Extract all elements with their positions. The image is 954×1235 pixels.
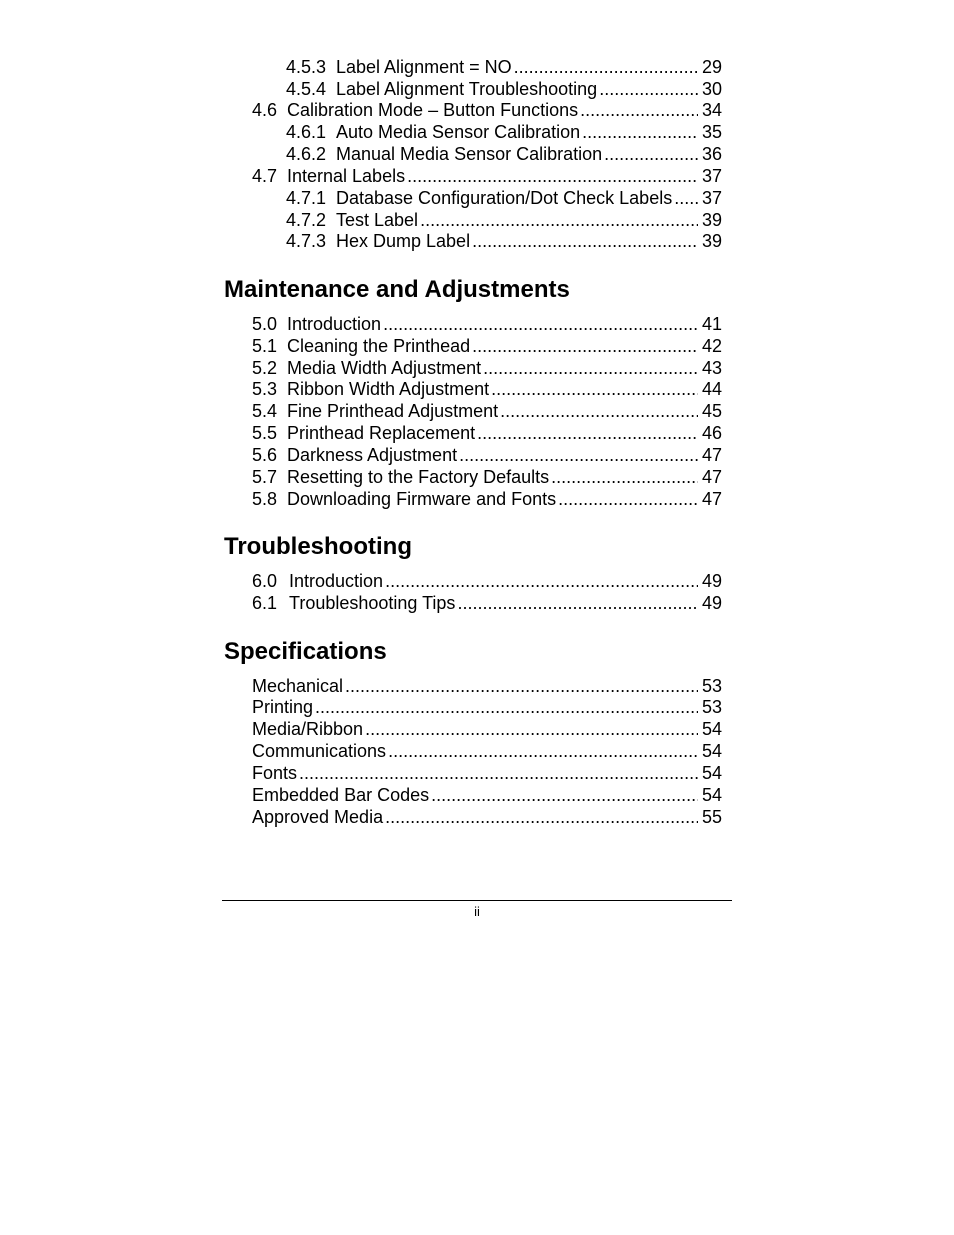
toc-entry-page: 37 <box>701 188 722 208</box>
toc-entry-page: 44 <box>701 379 722 399</box>
toc-entry-title: Hex Dump Label <box>336 231 471 251</box>
toc-entry-number: 5.7 <box>252 467 278 487</box>
dot-leader <box>315 696 698 718</box>
dot-leader <box>483 357 698 379</box>
dot-leader <box>582 121 698 143</box>
toc-entry-number: 4.6 <box>252 100 278 120</box>
toc-entry-number: 5.5 <box>252 423 278 443</box>
toc-entry[interactable] <box>286 78 722 100</box>
toc-entry-number: 4.6.2 <box>286 144 327 164</box>
toc-entry[interactable] <box>252 99 722 121</box>
toc-entry[interactable] <box>252 696 722 718</box>
toc-entry[interactable] <box>252 313 722 335</box>
toc-entry-title: Introduction <box>289 571 384 591</box>
dot-leader <box>472 335 698 357</box>
page-number: ii <box>474 904 480 919</box>
toc-entry-title: Resetting to the Factory Defaults <box>287 467 550 487</box>
section-heading: Maintenance and Adjustments <box>224 276 570 303</box>
toc-entry-title: Auto Media Sensor Calibration <box>336 122 581 142</box>
toc-entry-title: Ribbon Width Adjustment <box>287 379 490 399</box>
toc-entry-title: Calibration Mode – Button Functions <box>287 100 579 120</box>
toc-entry-number: 5.8 <box>252 489 278 509</box>
toc-entry-page: 49 <box>701 593 722 613</box>
toc-entry-page: 36 <box>701 144 722 164</box>
toc-entry-title: Troubleshooting Tips <box>289 593 456 613</box>
dot-leader <box>674 187 698 209</box>
toc-entry-page: 42 <box>701 336 722 356</box>
dot-leader <box>385 570 698 592</box>
toc-entry-page: 34 <box>701 100 722 120</box>
toc-entry-number: 4.7.2 <box>286 210 327 230</box>
toc-entry-number: 4.7 <box>252 166 278 186</box>
dot-leader <box>345 675 698 697</box>
dot-leader <box>558 488 698 510</box>
toc-entry-title: Approved Media <box>252 807 384 827</box>
toc-entry-number: 6.0 <box>252 571 278 591</box>
toc-entry-page: 37 <box>701 166 722 186</box>
dot-leader <box>299 762 698 784</box>
toc-entry-title: Introduction <box>287 314 382 334</box>
toc-entry-title: Printing <box>252 697 314 717</box>
toc-entry[interactable] <box>252 378 722 400</box>
dot-leader <box>365 718 698 740</box>
toc-entry[interactable] <box>252 488 722 510</box>
toc-entry-page: 49 <box>701 571 722 591</box>
toc-entry-number: 4.5.3 <box>286 57 327 77</box>
toc-entry[interactable] <box>286 187 722 209</box>
toc-entry-page: 30 <box>701 79 722 99</box>
toc-entry-page: 45 <box>701 401 722 421</box>
toc-entry[interactable] <box>252 335 722 357</box>
toc-entry[interactable] <box>252 422 722 444</box>
toc-entry-number: 5.3 <box>252 379 278 399</box>
toc-entry-page: 39 <box>701 210 722 230</box>
toc-entry[interactable] <box>252 357 722 379</box>
toc-entry-title: Printhead Replacement <box>287 423 476 443</box>
toc-entry-page: 39 <box>701 231 722 251</box>
toc-entry-number: 6.1 <box>252 593 278 613</box>
toc-entry-title: Media Width Adjustment <box>287 358 482 378</box>
toc-entry[interactable] <box>286 143 722 165</box>
toc-entry-page: 55 <box>701 807 722 827</box>
toc-entry[interactable] <box>252 675 722 697</box>
toc-entry-title: Label Alignment Troubleshooting <box>336 79 598 99</box>
toc-entry-page: 47 <box>701 445 722 465</box>
toc-entry[interactable] <box>286 121 722 143</box>
toc-entry-title: Manual Media Sensor Calibration <box>336 144 603 164</box>
toc-entry-title: Fonts <box>252 763 298 783</box>
toc-entry-page: 35 <box>701 122 722 142</box>
dot-leader <box>491 378 698 400</box>
toc-entry-number: 4.7.1 <box>286 188 327 208</box>
toc-entry[interactable] <box>252 806 722 828</box>
toc-entry-title: Embedded Bar Codes <box>252 785 430 805</box>
toc-entry-title: Test Label <box>336 210 419 230</box>
toc-entry-number: 4.7.3 <box>286 231 327 251</box>
toc-entry-page: 54 <box>701 763 722 783</box>
dot-leader <box>383 313 698 335</box>
dot-leader <box>388 740 698 762</box>
toc-entry[interactable] <box>252 592 722 614</box>
toc-entry-title: Communications <box>252 741 387 761</box>
toc-entry-number: 5.0 <box>252 314 278 334</box>
toc-entry-title: Media/Ribbon <box>252 719 364 739</box>
toc-entry-page: 53 <box>701 676 722 696</box>
toc-entry-page: 54 <box>701 719 722 739</box>
dot-leader <box>604 143 698 165</box>
dot-leader <box>472 230 698 252</box>
toc-entry-title: Cleaning the Printhead <box>287 336 471 356</box>
dot-leader <box>420 209 698 231</box>
toc-entry-page: 47 <box>701 489 722 509</box>
toc-entry[interactable] <box>286 230 722 252</box>
toc-entry[interactable] <box>252 740 722 762</box>
toc-entry[interactable] <box>252 165 722 187</box>
toc-entry[interactable] <box>252 466 722 488</box>
toc-entry-title: Database Configuration/Dot Check Labels <box>336 188 673 208</box>
toc-entry-number: 5.4 <box>252 401 278 421</box>
dot-leader <box>385 806 698 828</box>
toc-entry-page: 53 <box>701 697 722 717</box>
toc-entry[interactable] <box>252 444 722 466</box>
dot-leader <box>514 56 698 78</box>
toc-entry-title: Downloading Firmware and Fonts <box>287 489 557 509</box>
toc-entry-number: 5.6 <box>252 445 278 465</box>
toc-entry-page: 41 <box>701 314 722 334</box>
toc-entry[interactable] <box>286 209 722 231</box>
toc-entry[interactable] <box>252 762 722 784</box>
dot-leader <box>407 165 698 187</box>
toc-entry[interactable] <box>252 784 722 806</box>
toc-entry-title: Mechanical <box>252 676 344 696</box>
toc-entry-page: 54 <box>701 785 722 805</box>
toc-entry-page: 54 <box>701 741 722 761</box>
toc-entry-number: 4.5.4 <box>286 79 327 99</box>
dot-leader <box>551 466 698 488</box>
toc-entry-title: Darkness Adjustment <box>287 445 458 465</box>
dot-leader <box>599 78 698 100</box>
dot-leader <box>580 99 698 121</box>
dot-leader <box>459 444 698 466</box>
toc-entry-page: 47 <box>701 467 722 487</box>
toc-entry-title: Internal Labels <box>287 166 406 186</box>
dot-leader <box>431 784 698 806</box>
toc-entry-page: 29 <box>701 57 722 77</box>
toc-entry-number: 5.2 <box>252 358 278 378</box>
section-heading: Specifications <box>224 638 387 665</box>
toc-entry-title: Fine Printhead Adjustment <box>287 401 499 421</box>
dot-leader <box>477 422 698 444</box>
toc-entry-title: Label Alignment = NO <box>336 57 512 77</box>
toc-entry[interactable] <box>286 56 722 78</box>
toc-entry[interactable] <box>252 400 722 422</box>
toc-entry-number: 4.6.1 <box>286 122 327 142</box>
toc-entry-page: 43 <box>701 358 722 378</box>
dot-leader <box>500 400 698 422</box>
toc-entry-page: 46 <box>701 423 722 443</box>
dot-leader <box>457 592 698 614</box>
footer-divider <box>222 900 732 901</box>
toc-entry-number: 5.1 <box>252 336 278 356</box>
section-heading: Troubleshooting <box>224 533 412 560</box>
toc-entry[interactable] <box>252 570 722 592</box>
toc-entry[interactable] <box>252 718 722 740</box>
